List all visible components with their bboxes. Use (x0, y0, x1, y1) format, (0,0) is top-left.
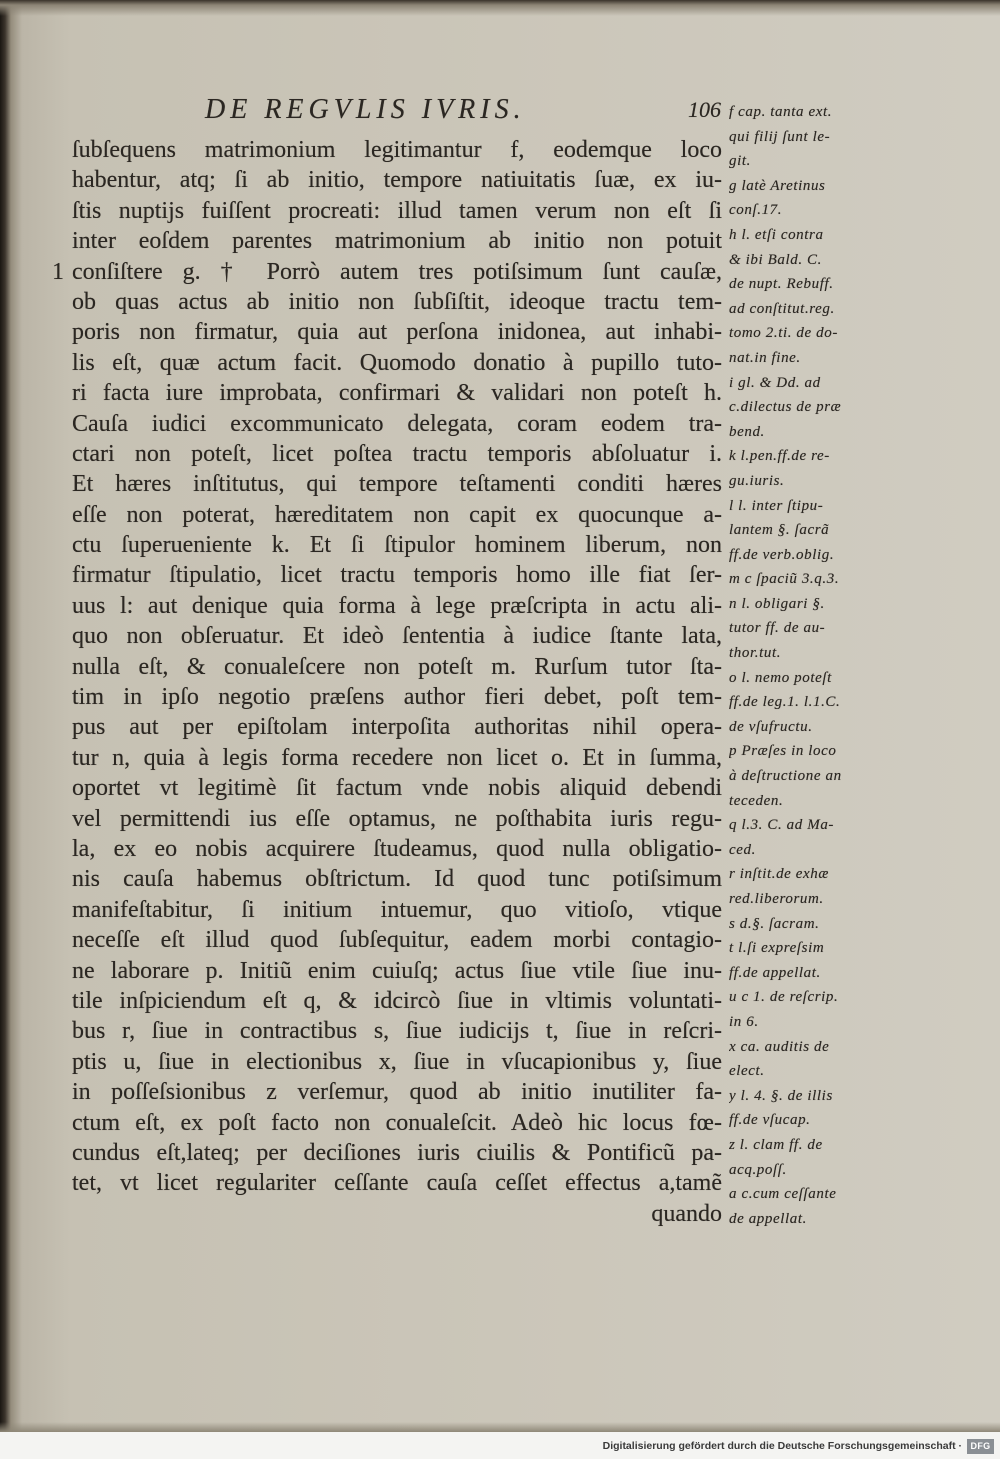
text-line: nis cauſa habemus obſtrictum. Id quod tunc potiſsimum (72, 866, 722, 893)
catchword: quando (651, 1200, 722, 1227)
marginal-note-line: s d.§. ſacram. (729, 915, 820, 932)
text-line: vel permittendi ius eſſe optamus, ne poſthabita iuris regu- (72, 805, 722, 832)
marginal-note-line: tutor ff. de au- (729, 620, 826, 637)
text-line: lis eſt, quæ actum facit. Quomodo donatio à pupillo tuto- (72, 349, 722, 376)
marginal-note-line: ff.de verb.oblig. (729, 546, 835, 563)
marginal-note-line: c.dilectus de præ (729, 399, 842, 416)
page-number: 106 (688, 97, 721, 122)
marginal-note-line: m c ſpaciũ 3.q.3. (729, 571, 840, 588)
marginal-note-line: de nupt. Rebuff. (729, 276, 834, 293)
marginal-note-line: ff.de leg.1. l.1.C. (729, 694, 841, 711)
marginal-note-line: lantem §. ſacrã (729, 522, 830, 539)
marginal-note-line: de appellat. (729, 1210, 808, 1227)
marginal-note-line: g latè Aretinus (729, 177, 826, 194)
text-line: ctari non poteſt, licet poſtea tractu temporis abſoluatur i. (72, 440, 722, 467)
text-line: tile inſpiciendum eſt q, & idcircò ſiue in vltimis voluntati- (72, 987, 722, 1014)
digitization-footer (0, 1432, 1000, 1459)
text-line: ctum eſt, ex poſt facto non conualeſcit. Adeò hic locus fœ- (72, 1109, 722, 1136)
marginal-note-line: tomo 2.ti. de do- (729, 325, 838, 342)
marginal-note-line: q l.3. C. ad Ma- (729, 817, 835, 834)
text-line: habentur, atq; ſi ab initio, tempore natiuitatis ſuæ, ex iu- (72, 167, 722, 194)
text-line: tim in ipſo negotio præſens author fieri debet, poſt tem- (72, 684, 722, 711)
text-line: Et hæres inſtitutus, qui tempore teſtamenti conditi hæres (72, 471, 722, 498)
text-line: Cauſa iudici excommunicato delegata, coram eodem tra- (72, 410, 722, 437)
text-line: oportet vt legitimè ſit factum vnde nobis aliquid debendi (72, 775, 722, 802)
main-text-column (72, 135, 722, 1229)
marginal-note-line: gu.iuris. (729, 472, 785, 489)
text-line: nulla eſt, & conualeſcere non poteſt m. Rurſum tutor ſta- (72, 653, 722, 680)
marginal-note-line: y l. 4. §. de illis (729, 1087, 833, 1104)
text-line: cundus eſt,lateq; per deciſiones iuris ciuilis & Pontificũ pa- (72, 1139, 722, 1166)
text-line: bus r, ſiue in contractibus s, ſiue iudicijs t, ſiue in reſcri- (72, 1018, 722, 1045)
text-line: inter eoſdem parentes matrimonium ab initio non potuit (72, 228, 722, 255)
funding-credit: Digitalisierung gefördert durch die Deutsche Forschungsgemeinschaft · (602, 1440, 962, 1452)
text-line: conſiſtere g. † Porrò autem tres potiſsimum ſunt cauſæ, (72, 258, 722, 285)
text-line: ne laborare p. Initiũ enim cuiuſq; actus ſiue vtile ſiue inu- (72, 957, 722, 984)
running-head: DE REGVLIS IVRIS. (205, 94, 526, 125)
marginal-note-line: de vſufructu. (729, 718, 813, 735)
text-line: in poſſeſsionibus z verſemur, quod ab initio inutiliter fa- (72, 1079, 722, 1106)
marginal-note-line: thor.tut. (729, 645, 782, 662)
text-line: firmatur ſtipulatio, licet tractu temporis homo ille fiat ſer- (72, 562, 722, 589)
marginal-note-line: ced. (729, 841, 756, 858)
marginal-note-line: k l.pen.ff.de re- (729, 448, 830, 465)
marginal-note-line: teceden. (729, 792, 784, 809)
text-line: ob quas actus ab initio non ſubſiſtit, ideoque tractu tem- (72, 288, 722, 315)
marginal-note-line: à deſtructione an (729, 768, 842, 785)
marginal-note-line: in 6. (729, 1013, 759, 1030)
marginal-note-line: f cap. tanta ext. (729, 104, 833, 120)
marginal-note-line: elect. (729, 1063, 765, 1080)
text-line: eſſe non poterat, hæreditatem non capit ex quocunque a- (72, 501, 722, 528)
marginal-note-line: red.liberorum. (729, 891, 824, 907)
text-line: la, ex eo nobis acquirere ſtudeamus, quod nulla obligatio- (72, 835, 722, 862)
marginal-note-line: conſ.17. (729, 202, 783, 219)
text-line: ptis u, ſiue in electionibus x, ſiue in vſucapionibus y, ſiue (72, 1048, 722, 1075)
marginal-note-line: z l. clam ff. de (729, 1136, 823, 1153)
text-line: ſubſequens matrimonium legitimantur f, eodemque loco (72, 137, 722, 163)
marginal-note-line: acq.poſſ. (729, 1161, 787, 1178)
marginal-note-line: h l. etſi contra (729, 226, 824, 243)
text-line: ri facta iure improbata, confirmari & validari non poteſt h. (72, 380, 722, 407)
text-line: uus l: aut denique quia forma à lege præſcripta in actu ali- (72, 592, 722, 619)
marginal-note-line: r inſtit.de exhæ (729, 866, 830, 883)
marginal-note-line: n l. obligari §. (729, 595, 825, 612)
dfg-logo-icon: DFG (967, 1439, 994, 1454)
marginal-note-line: ad conſtitut.reg. (729, 300, 835, 317)
marginal-note-line: u c 1. de reſcrip. (729, 989, 839, 1006)
marginal-note-line: qui filij ſunt le- (729, 128, 831, 145)
marginal-note-line: nat.in fine. (729, 349, 801, 366)
text-line: pus aut per epiſtolam interpoſita authoritas nihil opera- (72, 714, 722, 741)
marginal-note-line: i gl. & Dd. ad (729, 374, 821, 391)
text-line: ctu ſuperueniente k. Et ſi ſtipulor hominem liberum, non (72, 532, 722, 559)
text-line: tur n, quia à legis forma recedere non licet o. Et in ſumma, (72, 744, 722, 771)
text-line: ſtis nuptijs fuiſſent procreati: illud tamen verum non eſt ſi (72, 197, 722, 224)
marginal-note-line: a c.cum ceſſante (729, 1186, 837, 1203)
marginal-note-line: git. (729, 153, 751, 170)
text-line: manifeſtabitur, ſi initium intuemur, quo vitioſo, vtique (72, 896, 722, 923)
marginal-note-line: ff.de appellat. (729, 964, 821, 981)
text-line: quo non obſeruatur. Et ideò ſententia à iudice ſtante lata, (72, 623, 722, 650)
marginal-notes (729, 100, 897, 1231)
marginal-note-line: t l.ſi expreſsim (729, 940, 825, 957)
marginal-note-line: bend. (729, 423, 765, 440)
text-line: poris non firmatur, quia aut perſona inidonea, aut inhabi- (72, 319, 722, 346)
marginal-note-line: p Præſes in loco (729, 743, 837, 760)
marginal-note-line: & ibi Bald. C. (729, 251, 822, 268)
text-line: neceſſe eſt illud quod ſubſequitur, eadem morbi contagio- (72, 927, 722, 954)
text-line: tet, vt licet regulariter ceſſante cauſa ceſſet effectus a,tamẽ (72, 1170, 722, 1197)
marginal-note-line: x ca. auditis de (729, 1038, 830, 1055)
marginal-note-line: ff.de vſucap. (729, 1112, 811, 1129)
marginal-note-line: l l. inter ſtipu- (729, 497, 824, 514)
paragraph-number: 1 (52, 258, 64, 285)
marginal-note-line: o l. nemo poteſt (729, 669, 832, 686)
